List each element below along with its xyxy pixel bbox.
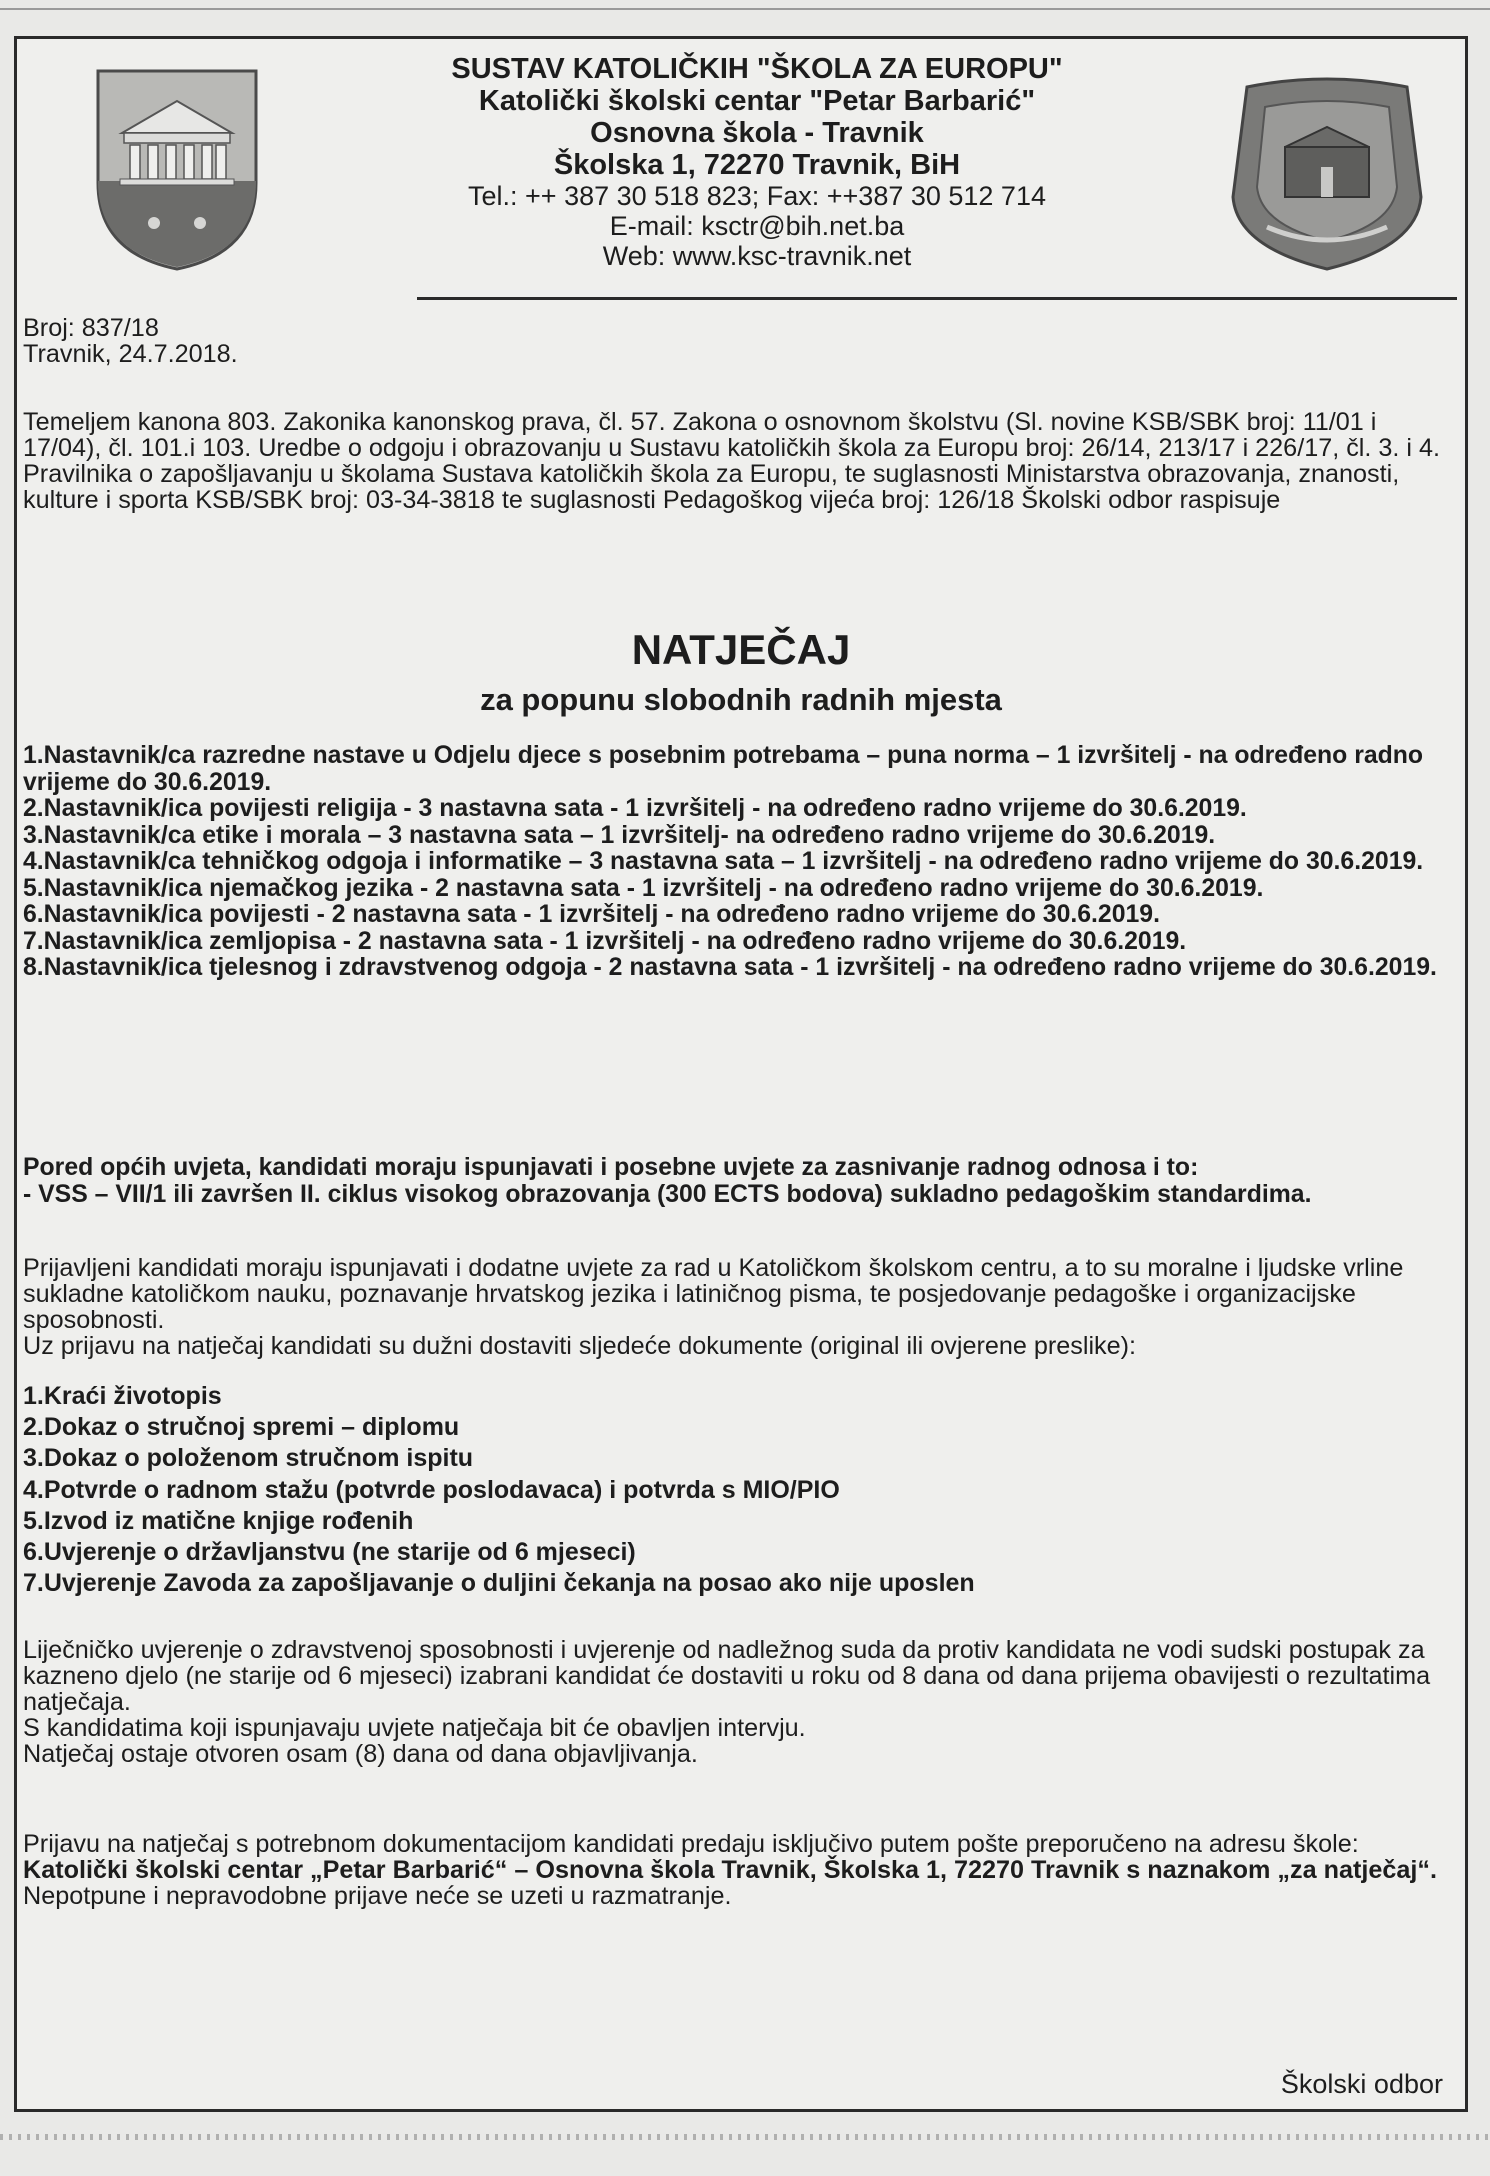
application-note: Nepotpune i nepravodobne prijave neće se uzeti u razmatranje. — [23, 1882, 732, 1910]
signature: Školski odbor — [1280, 2069, 1443, 2099]
list-item: 5.Nastavnik/ica njemačkog jezika - 2 nastavna sata - 1 izvršitelj - na određeno radno vrijeme do 30.6.2019. — [23, 874, 1264, 902]
top-rule — [0, 8, 1490, 10]
additional-conditions — [23, 1255, 1453, 1359]
list-item: 4.Nastavnik/ca tehničkog odgoja i informatike – 3 nastavna sata – 1 izvršitelj - na određeno radno vrijeme do 30.6.2019. — [23, 848, 1424, 875]
contact-phone: Tel.: ++ 387 30 518 823; Fax: ++387 30 512 714 — [468, 181, 1046, 211]
bottom-dotted-rule — [0, 2134, 1490, 2140]
letterhead-rule — [417, 297, 1457, 300]
conditions-requirement: - VSS – VII/1 ili završen II. ciklus visokog obrazovanja (300 ECTS bodova) sukladno pedagoškim standardima. — [23, 1180, 1312, 1208]
notice-title: NATJEČAJ — [631, 626, 851, 673]
list-item: 7.Uvjerenje Zavoda za zapošljavanje o duljini čekanja na posao ako nije uposlen — [23, 1569, 975, 1598]
list-item: 1.Nastavnik/ca razredne nastave u Odjelu djece s posebnim potrebama – puna norma – 1 izvršitelj - na određeno radno vrijeme do 30.6.2019. — [23, 742, 1424, 796]
place-date: Travnik, 24.7.2018. — [23, 340, 238, 368]
school-centre-name: Katolički školski centar "Petar Barbarić" — [478, 85, 1036, 117]
system-name: SUSTAV KATOLIČKIH "ŠKOLA ZA EUROPU" — [451, 53, 1063, 85]
application-address: Katolički školski centar „Petar Barbarić“ – Osnovna škola Travnik, Školska 1, 72270 Travnik s naznakom „za natječaj“. — [23, 1856, 1437, 1884]
school-name: Osnovna škola - Travnik — [590, 117, 924, 149]
list-item: 8.Nastavnik/ica tjelesnog i zdravstvenog odgoja - 2 nastavna sata - 1 izvršitelj - na određeno radno vrijeme do 30.6.2019. — [23, 954, 1437, 981]
positions-list — [23, 743, 1453, 982]
list-item: 7.Nastavnik/ica zemljopisa - 2 nastavna sata - 1 izvršitelj - na određeno radno vrijeme do 30.6.2019. — [23, 927, 1187, 955]
list-item: 1.Kraći životopis — [23, 1382, 222, 1410]
list-item: 2.Dokaz o stručnoj spremi – diplomu — [23, 1413, 460, 1442]
intro-paragraph: Temeljem kanona 803. Zakonika kanonskog prava, čl. 57. Zakona o osnovnom školstvu (Sl. novine KSB/SBK broj: 11/01 i 17/04), čl. 101.i 103. Uredbe o odgoju i obrazovanju u Sustavu katoličkih škola za Europu broj: 26/14, 213/17 i 226/17, čl. 3. i 4. Pravilnika o zapošljavanju u školama Sustava katoličkih škola za Europu, te suglasnosti Ministarstva obrazovanja, znanosti, kulture i sporta KSB/SBK broj: 03-34-3818 te suglasnosti Pedagoškog vijeća broj: 126/18 Školski odbor raspisuje — [23, 408, 1440, 514]
additional-conditions-text: Prijavljeni kandidati moraju ispunjavati i dodatne uvjete za rad u Katoličkom školskom centru, a to su moralne i ljudske vrline sukladne katoličkom nauku, poznavanje hrvatskog jezika i latiničnog pisma, te posjedovanje pedagoške i organizacijske sposobnosti. — [23, 1254, 1404, 1334]
notice-subtitle: za popunu slobodnih radnih mjesta — [480, 682, 1002, 717]
application-instructions: Prijavu na natječaj s potrebnom dokumentacijom kandidati predaju isključivo putem pošte preporučeno na adresu škole: — [23, 1830, 1359, 1858]
open-period-text: Natječaj ostaje otvoren osam (8) dana od dana objavljivanja. — [23, 1740, 698, 1768]
interview-text: S kandidatima koji ispunjavaju uvjete natječaja bit će obavljen intervju. — [23, 1714, 806, 1742]
school-seal-logo — [1227, 77, 1427, 273]
list-item: 2.Nastavnik/ica povijesti religija - 3 nastavna sata - 1 izvršitelj - na određeno radno vrijeme do 30.6.2019. — [23, 795, 1247, 822]
list-item: 4.Potvrde o radnom stažu (potvrde poslodavaca) i potvrda s MIO/PIO — [23, 1475, 840, 1504]
reference-block — [23, 315, 1453, 367]
notice-frame — [14, 36, 1468, 2112]
conditions-block — [23, 1155, 1453, 1208]
contact-web: Web: www.ksc-travnik.net — [602, 241, 912, 271]
list-item: 6.Uvjerenje o državljanstvu (ne starije od 6 mjeseci) — [23, 1538, 636, 1567]
letterhead — [17, 39, 1465, 301]
reference-number: Broj: 837/18 — [23, 314, 159, 342]
documents-intro: Uz prijavu na natječaj kandidati su dužni dostaviti sljedeće dokumente (original ili ovjerene preslike): — [23, 1332, 1137, 1360]
conditions-intro: Pored općih uvjeta, kandidati moraju ispunjavati i posebne uvjete za zasnivanje radnog odnosa i to: — [23, 1154, 1199, 1181]
application-block — [23, 1831, 1453, 1909]
medical-certificate-text: Liječničko uvjerenje o zdravstvenoj sposobnosti i uvjerenje od nadležnog suda da protiv kandidata ne vodi sudski postupak za kazneno djelo (ne starije od 6 mjeseci) izabrani kandidat će dostaviti u roku od 8 dana od dana prijema obavijesti o rezultatima natječaja. — [23, 1636, 1431, 1716]
list-item: 3.Nastavnik/ca etike i morala – 3 nastavna sata – 1 izvršitelj- na određeno radno vrijeme do 30.6.2019. — [23, 821, 1216, 849]
contact-email: E-mail: ksctr@bih.net.ba — [609, 211, 905, 241]
school-crest-logo — [92, 63, 262, 273]
letterhead-text — [317, 53, 1197, 271]
school-address: Školska 1, 72270 Travnik, BiH — [553, 149, 961, 181]
list-item: 5.Izvod iz matične knjige rođenih — [23, 1506, 414, 1535]
documents-list — [23, 1381, 1453, 1599]
list-item: 3.Dokaz o položenom stručnom ispitu — [23, 1444, 474, 1473]
medical-block — [23, 1637, 1453, 1767]
list-item: 6.Nastavnik/ica povijesti - 2 nastavna sata - 1 izvršitelj - na određeno radno vrijeme do 30.6.2019. — [23, 901, 1160, 928]
